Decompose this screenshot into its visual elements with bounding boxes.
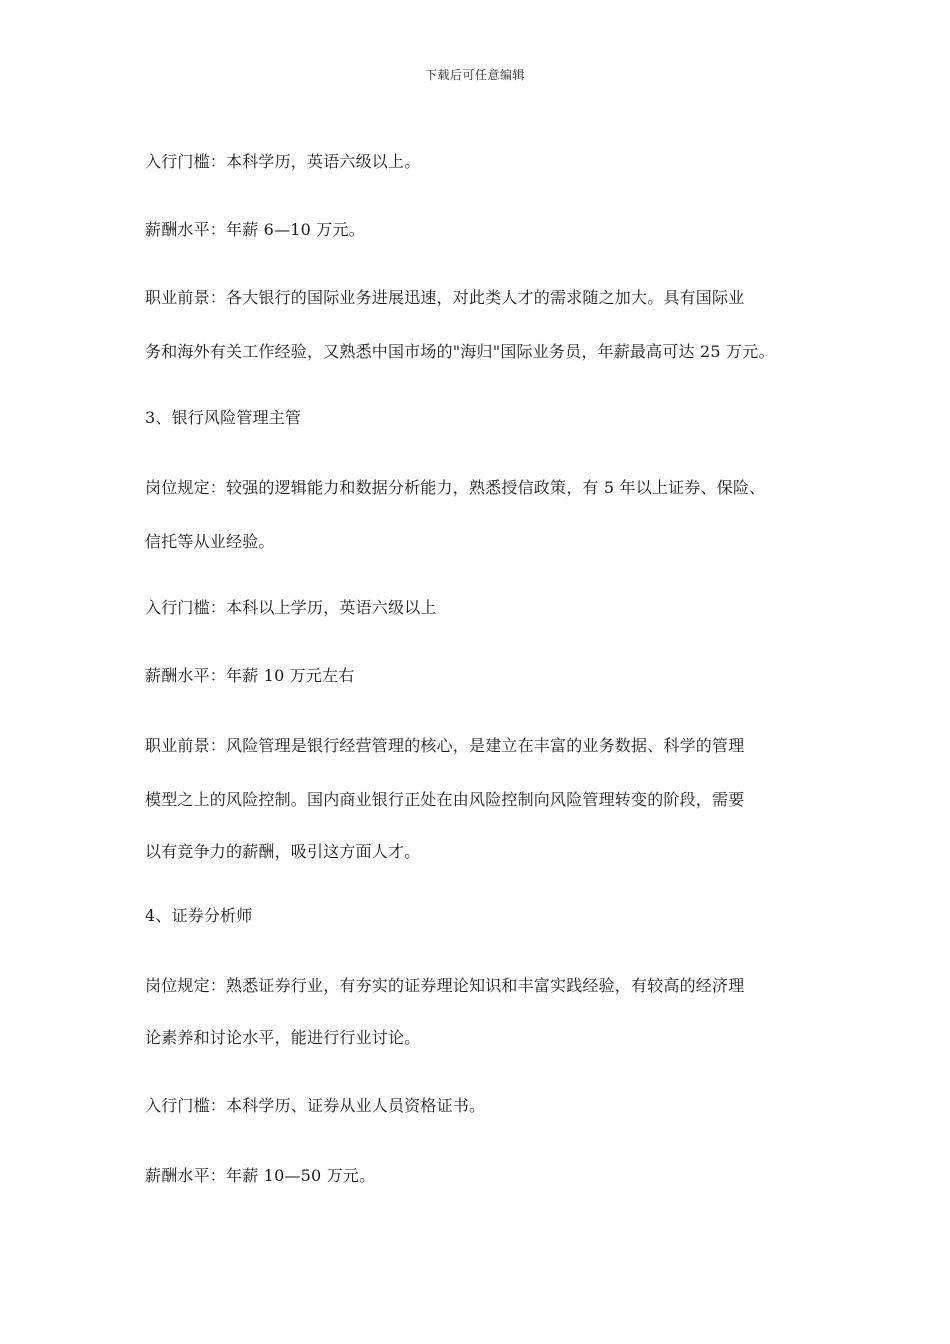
paragraph-line: 模型之上的风险控制。国内商业银行正处在由风险控制向风险管理转变的阶段，需要 <box>145 790 745 809</box>
paragraph-line: 职业前景：各大银行的国际业务进展迅速，对此类人才的需求随之加大。具有国际业 <box>145 288 745 307</box>
paragraph-line: 薪酬水平：年薪 10—50 万元。 <box>145 1166 376 1185</box>
paragraph-line: 职业前景：风险管理是银行经营管理的核心，是建立在丰富的业务数据、科学的管理 <box>145 736 745 755</box>
paragraph-line: 岗位规定：熟悉证券行业，有夯实的证券理论知识和丰富实践经验，有较高的经济理 <box>145 976 745 995</box>
paragraph-line: 论素养和讨论水平，能进行行业讨论。 <box>145 1028 421 1047</box>
section-heading: 4、证券分析师 <box>145 906 253 925</box>
paragraph-line: 信托等从业经验。 <box>145 532 275 551</box>
paragraph-line: 入行门槛：本科以上学历，英语六级以上 <box>145 598 437 617</box>
paragraph-line: 岗位规定：较强的逻辑能力和数据分析能力，熟悉授信政策，有 5 年以上证券、保险、 <box>145 478 766 497</box>
paragraph-line: 务和海外有关工作经验，又熟悉中国市场的"海归"国际业务员，年薪最高可达 25 万元。 <box>145 342 775 361</box>
paragraph-line: 入行门槛：本科学历，英语六级以上。 <box>145 152 421 171</box>
paragraph-line: 薪酬水平：年薪 10 万元左右 <box>145 666 355 685</box>
paragraph-line: 以有竞争力的薪酬，吸引这方面人才。 <box>145 842 421 861</box>
page-header: 下载后可任意编辑 <box>424 68 525 82</box>
paragraph-line: 薪酬水平：年薪 6—10 万元。 <box>145 220 365 239</box>
section-heading: 3、银行风险管理主管 <box>145 408 302 427</box>
paragraph-line: 入行门槛：本科学历、证券从业人员资格证书。 <box>145 1096 486 1115</box>
